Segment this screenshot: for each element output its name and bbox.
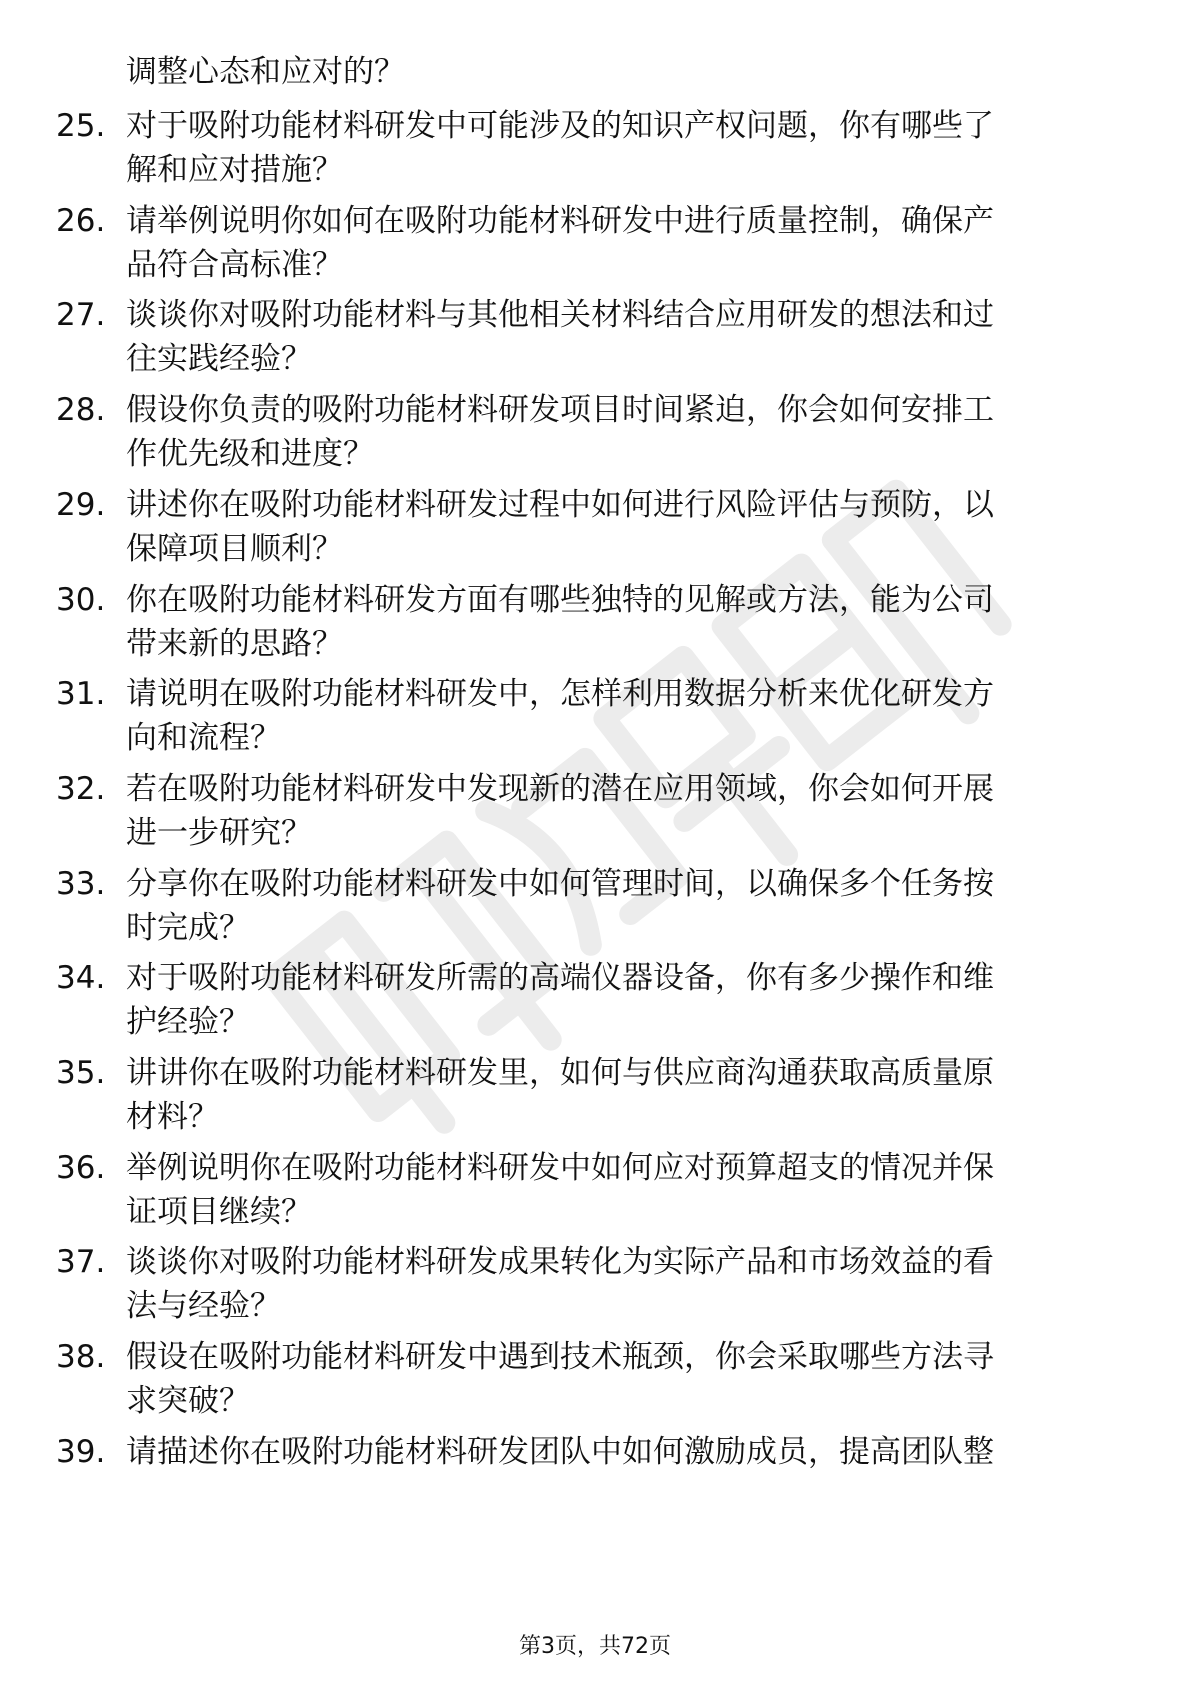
question-number: 31. <box>56 676 106 713</box>
question-number: 28. <box>56 392 106 429</box>
question-text-line: 带来新的思路？ <box>126 625 343 662</box>
question-text-line: 谈谈你对吸附功能材料与其他相关材料结合应用研发的想法和过 <box>126 297 994 334</box>
question-text-line: 解和应对措施？ <box>126 152 343 188</box>
question-text <box>126 862 1116 950</box>
question-text-line: 举例说明你在吸附功能材料研发中如何应对预算超支的情况并保 <box>126 1149 994 1186</box>
question-text-line: 品符合高标准？ <box>126 246 343 283</box>
question-continuation: 调整心态和应对的？ <box>126 54 405 90</box>
question-text <box>126 578 1116 666</box>
question-text-line: 证项目继续？ <box>126 1193 312 1230</box>
question-text-line: 分享你在吸附功能材料研发中如何管理时间，以确保多个任务按 <box>126 865 994 902</box>
question-text-line: 求突破？ <box>126 1383 250 1420</box>
question-text-line: 请举例说明你如何在吸附功能材料研发中进行质量控制，确保产 <box>126 202 994 239</box>
question-text <box>126 1240 1116 1328</box>
question-text <box>126 767 1116 855</box>
question-text <box>126 199 1116 287</box>
question-text <box>126 1335 1116 1423</box>
question-number: 27. <box>56 297 106 334</box>
question-text <box>126 293 1116 381</box>
page-footer: 第3页，共72页 <box>519 1634 671 1659</box>
question-text-line: 时完成？ <box>126 909 250 946</box>
question-text-line: 进一步研究？ <box>126 814 312 851</box>
question-text-line: 作优先级和进度？ <box>126 436 374 473</box>
question-number: 36. <box>56 1149 106 1186</box>
question-text <box>126 1430 1116 1474</box>
question-number: 29. <box>56 486 106 523</box>
question-text <box>126 672 1116 760</box>
question-number: 38. <box>56 1339 106 1376</box>
question-text-line: 若在吸附功能材料研发中发现新的潜在应用领域，你会如何开展 <box>126 770 994 807</box>
question-text-line: 假设在吸附功能材料研发中遇到技术瓶颈，你会采取哪些方法寻 <box>126 1339 994 1376</box>
question-number: 37. <box>56 1244 106 1281</box>
question-text-line: 向和流程？ <box>126 720 281 757</box>
question-text-line: 谈谈你对吸附功能材料研发成果转化为实际产品和市场效益的看 <box>126 1244 994 1281</box>
question-text-line: 保障项目顺利？ <box>126 530 343 567</box>
question-number: 32. <box>56 770 106 807</box>
question-text-line: 你在吸附功能材料研发方面有哪些独特的见解或方法，能为公司 <box>126 581 994 618</box>
question-number: 34. <box>56 960 106 997</box>
question-text-line: 护经验？ <box>126 1004 250 1041</box>
question-number: 33. <box>56 865 106 902</box>
question-text <box>126 1146 1116 1234</box>
question-text-line: 材料？ <box>126 1099 219 1135</box>
question-text-line: 往实践经验？ <box>126 341 312 378</box>
question-text-line: 对于吸附功能材料研发中可能涉及的知识产权问题，你有哪些了 <box>126 108 994 144</box>
question-text <box>126 483 1116 571</box>
question-text-line: 讲述你在吸附功能材料研发过程中如何进行风险评估与预防，以 <box>126 486 994 523</box>
question-text-line: 假设你负责的吸附功能材料研发项目时间紧迫，你会如何安排工 <box>126 392 994 429</box>
question-text-line: 讲讲你在吸附功能材料研发里，如何与供应商沟通获取高质量原 <box>126 1055 994 1091</box>
question-text <box>126 1051 1116 1139</box>
question-text-line: 对于吸附功能材料研发所需的高端仪器设备，你有多少操作和维 <box>126 960 994 997</box>
question-text <box>126 104 1116 192</box>
question-number: 30. <box>56 581 106 618</box>
question-text-line: 请说明在吸附功能材料研发中，怎样利用数据分析来优化研发方 <box>126 676 994 713</box>
question-number: 39. <box>56 1433 106 1470</box>
question-number: 35. <box>56 1055 106 1091</box>
question-number: 25. <box>56 108 106 144</box>
question-text <box>126 956 1116 1044</box>
question-text-line: 法与经验？ <box>126 1288 281 1325</box>
question-number: 26. <box>56 202 106 239</box>
question-text <box>126 388 1116 476</box>
question-text-line: 请描述你在吸附功能材料研发团队中如何激励成员，提高团队整 <box>126 1433 994 1470</box>
